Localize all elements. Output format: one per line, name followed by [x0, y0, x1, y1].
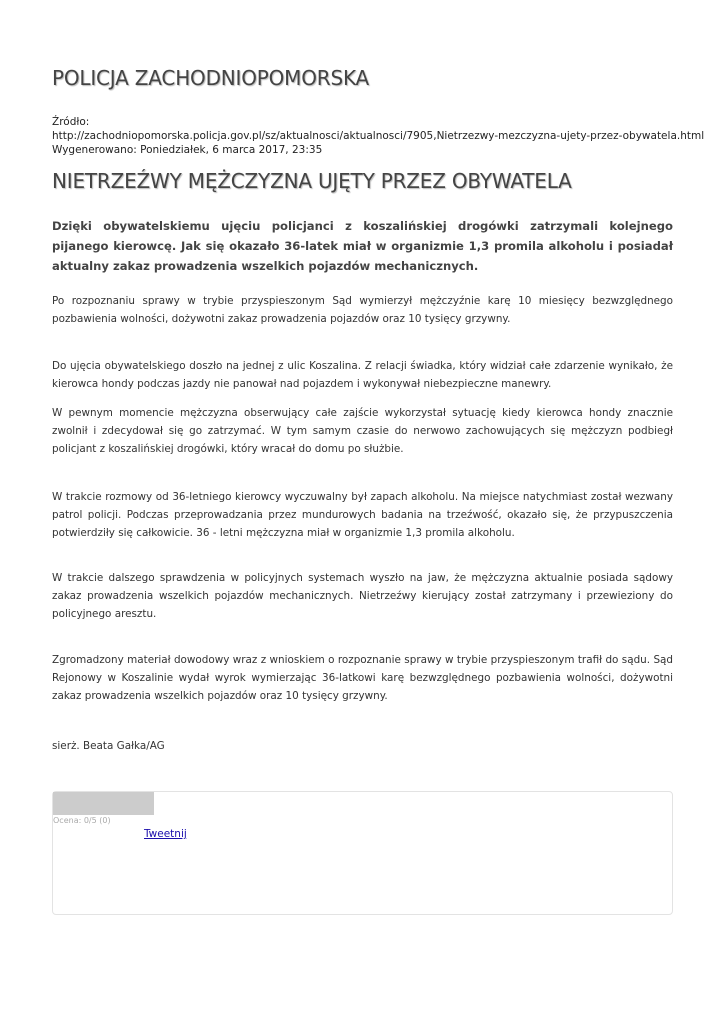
article-paragraph: Po rozpoznaniu sprawy w trybie przyspieszonym Sąd wymierzył mężczyźnie karę 10 miesięcy bezwzględnego pozbawienia wolności, dożywotni zakaz prowadzenia pojazdów oraz 10 tysięcy grzywny. — [52, 295, 673, 325]
rating-text: Ocena: 0/5 (0) — [53, 816, 111, 825]
source-label: Źródło: — [52, 116, 90, 128]
author-signature: sierż. Beata Gałka/AG — [52, 740, 165, 752]
site-title: POLICJA ZACHODNIOPOMORSKA — [52, 66, 370, 90]
generated-date: Wygenerowano: Poniedziałek, 6 marca 2017, 23:35 — [52, 144, 323, 156]
article-paragraph: Zgromadzony materiał dowodowy wraz z wnioskiem o rozpoznanie sprawy w trybie przyspieszonym trafił do sądu. Sąd Rejonowy w Koszalinie wydał wyrok wymierzając 36-latkowi karę bezwzględnego pozbawienia wolności, dożywotni zakaz prowadzenia wszelkich pojazdów oraz 10 tysięcy grzywny. — [52, 654, 673, 702]
article-paragraph: W trakcie dalszego sprawdzenia w policyjnych systemach wyszło na jaw, że mężczyzna aktualnie posiada sądowy zakaz prowadzenia wszelkich pojazdów mechanicznych. Nietrzeźwy kierujący został zatrzymany i przewieziony do policyjnego aresztu. — [52, 572, 673, 620]
source-url: http://zachodniopomorska.policja.gov.pl/sz/aktualnosci/aktualnosci/7905,Nietrzezwy-mezczyzna-ujety-przez-obywatela.html — [52, 130, 705, 142]
rating-stars-bar[interactable] — [53, 792, 154, 815]
article-lead: Dzięki obywatelskiemu ujęciu policjanci z koszalińskiej drogówki zatrzymali kolejnego pijanego kierowcę. Jak się okazało 36-latek miał w organizmie 1,3 promila alkoholu i posiadał aktualny zakaz prowadzenia wszelkich pojazdów mechanicznych. — [52, 219, 673, 273]
article-title: NIETRZEŹWY MĘŻCZYZNA UJĘTY PRZEZ OBYWATELA — [52, 169, 572, 193]
article-paragraph: W trakcie rozmowy od 36-letniego kierowcy wyczuwalny był zapach alkoholu. Na miejsce natychmiast został wezwany patrol policji. Podczas przeprowadzania przez mundurowych badania na trzeźwość, okazało się, że przypuszczenia potwierdziły się całkowicie. 36 - letni mężczyzna miał w organizmie 1,3 promila alkoholu. — [52, 491, 673, 539]
document-meta — [52, 115, 704, 157]
tweet-link[interactable]: Tweetnij — [144, 828, 187, 840]
share-rating-box — [52, 791, 673, 915]
article-paragraph: Do ujęcia obywatelskiego doszło na jednej z ulic Koszalina. Z relacji świadka, który widział całe zdarzenie wynikało, że kierowca hondy podczas jazdy nie panował nad pojazdem i wykonywał niebezpieczne manewry. — [52, 360, 673, 390]
article-paragraph: W pewnym momencie mężczyzna obserwujący całe zajście wykorzystał sytuację kiedy kierowca hondy znacznie zwolnił i zdecydował się go zatrzymać. W tym samym czasie do nerwowo zachowujących się mężczyzn podbiegł policjant z koszalińskiej drogówki, który wracał do domu po służbie. — [52, 407, 673, 455]
